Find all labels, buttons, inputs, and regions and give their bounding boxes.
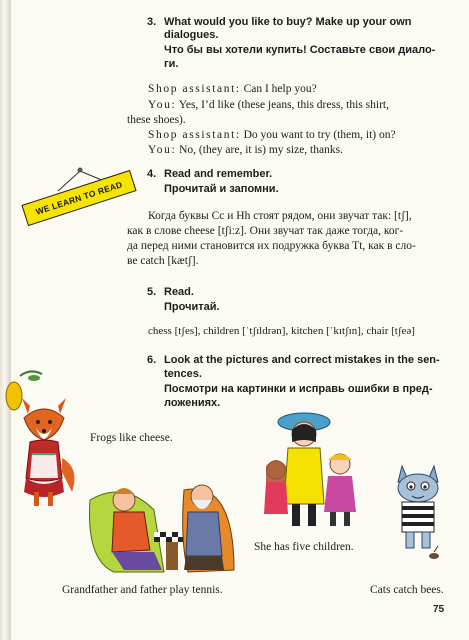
exercise-4-number: 4.	[147, 168, 157, 180]
caption-cats: Cats catch bees.	[370, 584, 444, 596]
exercise-4-title: Read and remember.	[164, 168, 273, 180]
exercise-6-number: 6.	[147, 354, 157, 366]
page-number: 75	[433, 604, 445, 615]
exercise-3-ru-line2: ги.	[164, 58, 179, 70]
dialogue-text: Do you want to try (them, it) on?	[243, 129, 396, 141]
speaker-label: Shop assistant:	[148, 83, 241, 95]
speaker-label: Shop assistant:	[148, 129, 241, 141]
dialogue-line-2-cont: these shoes).	[127, 114, 186, 126]
dialogue-line-1	[148, 82, 317, 97]
chess-players-illustration	[84, 460, 244, 578]
exercise-5-title: Read.	[164, 286, 194, 298]
exercise-4-line1: Когда буквы Cc и Hh стоят рядом, они звучат так: [tʃ],	[148, 210, 412, 222]
speaker-label: You:	[148, 144, 177, 156]
dialogue-line-3	[148, 128, 396, 143]
exercise-3-ru-line1: Что бы вы хотели купить! Составьте свои диало-	[164, 44, 436, 56]
exercise-3-title-line1: What would you like to buy? Make up your own	[164, 16, 412, 28]
speaker-label: You:	[148, 99, 177, 111]
dialogue-text: Can I help you?	[243, 83, 317, 95]
exercise-6-ru-line2: ложениях.	[164, 397, 221, 409]
page-edge	[0, 0, 11, 640]
dialogue-text: No, (they are, it is) my size, thanks.	[179, 144, 343, 156]
fox-illustration	[0, 368, 80, 518]
exercise-3-title-line2: dialogues.	[164, 29, 219, 41]
exercise-6-ru-line1: Посмотри на картинки и исправь ошибки в пред-	[164, 383, 433, 395]
exercise-4-ru: Прочитай и запомни.	[164, 183, 279, 195]
exercise-6-title-line2: tences.	[164, 368, 202, 380]
exercise-6-title-line1: Look at the pictures and correct mistakes in the sen-	[164, 354, 440, 366]
exercise-4-line3: да перед ними становится их подружка буква Tt, как в сло-	[127, 240, 416, 252]
exercise-4-line4: ве catch [kætʃ].	[127, 255, 199, 267]
caption-frogs: Frogs like cheese.	[90, 432, 173, 444]
dialogue-line-2	[148, 98, 389, 113]
caption-children: She has five children.	[254, 541, 354, 553]
exercise-3-number: 3.	[147, 16, 157, 28]
we-learn-to-read-badge: WE LEARN TO READ	[21, 170, 136, 226]
exercise-4-line2: как в слове cheese [tʃiːz]. Они звучат так даже тогда, ког-	[127, 225, 404, 237]
exercise-5-number: 5.	[147, 286, 157, 298]
cat-illustration	[386, 458, 458, 568]
dialogue-text: Yes, I’d like (these jeans, this dress, this shirt,	[178, 99, 389, 111]
caption-tennis: Grandfather and father play tennis.	[62, 584, 223, 596]
exercise-5-words: chess [tʃes], children [ˈtʃɪldrən], kitchen [ˈkɪtʃɪn], chair [tʃeə]	[148, 325, 415, 337]
dialogue-line-4	[148, 143, 343, 158]
exercise-5-ru: Прочитай.	[164, 301, 220, 313]
mother-children-illustration	[258, 408, 366, 534]
